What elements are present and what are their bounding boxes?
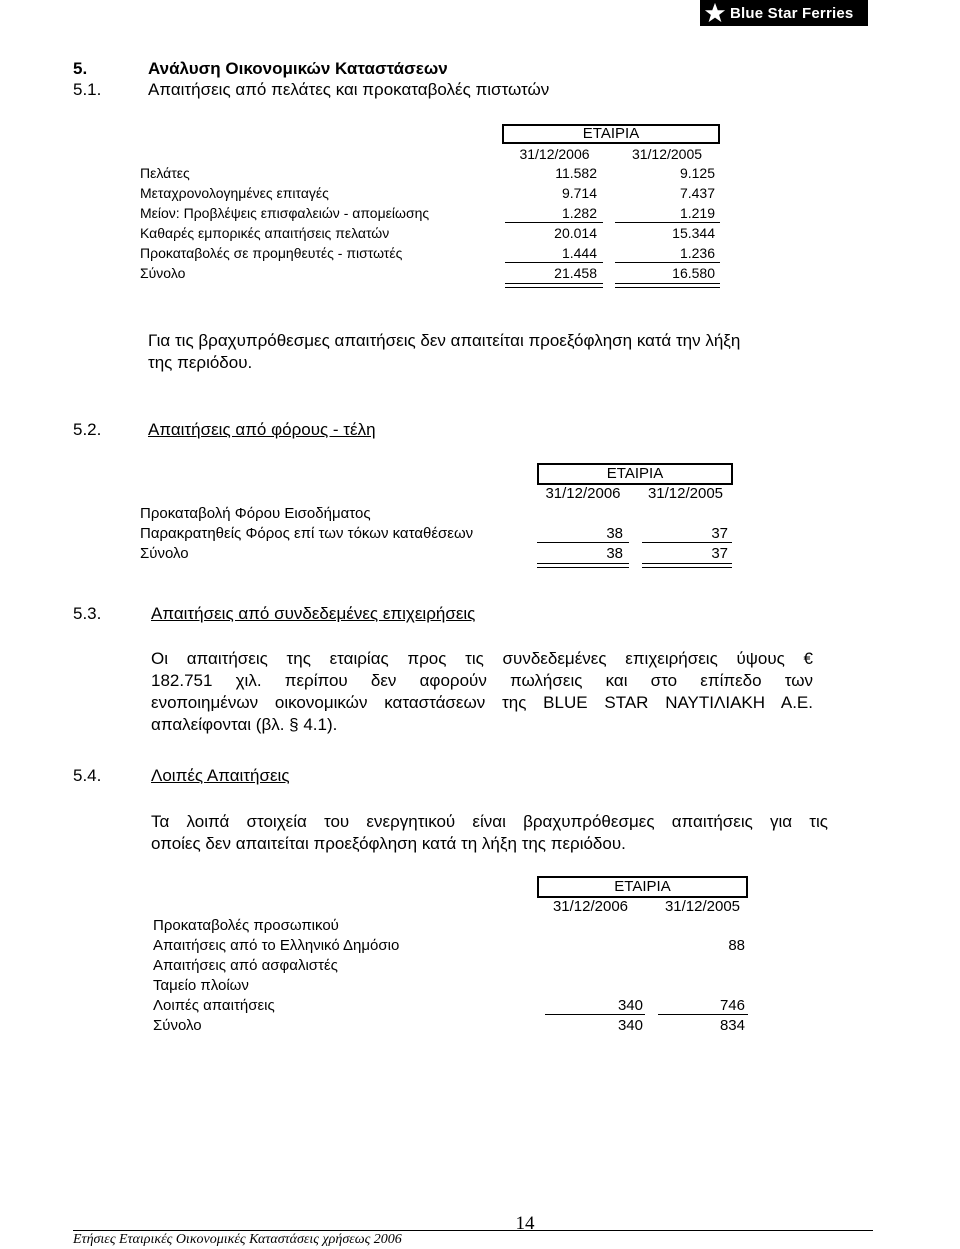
paragraph-line: απαλείφονται (βλ. § 4.1). xyxy=(151,715,338,734)
total-value: 16.580 xyxy=(672,265,715,281)
row-label: Καθαρές εμπορικές απαιτήσεις πελατών xyxy=(140,225,390,241)
subsection-title: Απαιτήσεις από φόρους - τέλη xyxy=(148,420,376,439)
company-header: ΕΤΑΙΡΙΑ xyxy=(537,876,748,898)
paragraph-line: οποίες δεν απαιτείται προεξόφληση κατά τη λήξη της περιόδου. xyxy=(151,834,626,853)
column-header: 31/12/2005 xyxy=(647,485,724,502)
cell-value: 1.444 xyxy=(561,245,597,261)
paragraph-line: ενοποιημένων οικονομικών καταστάσεων της BLUE STAR ΝΑΥΤΙΛΙΑΚΗ Α.Ε. xyxy=(151,693,813,712)
row-label: Παρακρατηθείς Φόρος επί των τόκων καταθέσεων xyxy=(140,525,474,542)
section-number: 5. xyxy=(73,59,88,78)
row-label: Προκαταβολές σε προμηθευτές - πιστωτές xyxy=(140,245,403,261)
total-label: Σύνολο xyxy=(140,545,189,562)
subsection-number: 5.4. xyxy=(73,766,102,785)
total-value: 37 xyxy=(711,545,728,562)
row-label: Μείον: Προβλέψεις επισφαλειών - απομείωσης xyxy=(140,205,430,221)
row-label: Πελάτες xyxy=(140,165,190,181)
row-label: Απαιτήσεις από ασφαλιστές xyxy=(153,957,338,974)
subsection-number: 5.2. xyxy=(73,420,102,439)
cell-value: 11.582 xyxy=(555,165,597,181)
subsection-number: 5.1. xyxy=(73,80,102,99)
cell-value: 20.014 xyxy=(554,225,597,241)
subsection-title: Απαιτήσεις από συνδεδεμένες επιχειρήσεις xyxy=(151,604,476,623)
cell-value: 1.219 xyxy=(679,205,715,221)
column-header: 31/12/2005 xyxy=(631,146,703,162)
page-number: 14 xyxy=(515,1213,535,1234)
total-value: 834 xyxy=(719,1017,745,1034)
brand-logo xyxy=(700,0,868,26)
paragraph-line: Τα λοιπά στοιχεία του ενεργητικού είναι βραχυπρόθεσμες απαιτήσεις για τις xyxy=(151,812,828,831)
row-label: Προκαταβολή Φόρου Εισοδήματος xyxy=(140,505,371,522)
cell-value: 1.282 xyxy=(561,205,597,221)
subsection-title: Λοιπές Απαιτήσεις xyxy=(151,766,290,785)
footer-text: Ετήσιες Εταιρικές Οικονομικές Καταστάσεις χρήσεως 2006 xyxy=(73,1232,402,1247)
cell-value: 38 xyxy=(606,525,623,542)
subsection-number: 5.3. xyxy=(73,604,102,623)
total-label: Σύνολο xyxy=(140,265,186,281)
row-label: Απαιτήσεις από το Ελληνικό Δημόσιο xyxy=(153,937,400,954)
column-header: 31/12/2005 xyxy=(664,898,741,915)
column-header: 31/12/2006 xyxy=(552,898,629,915)
cell-value: 15.344 xyxy=(672,225,715,241)
cell-value: 88 xyxy=(728,937,745,954)
note-text: Για τις βραχυπρόθεσμες απαιτήσεις δεν απαιτείται προεξόφληση κατά την λήξη xyxy=(148,331,741,350)
total-value: 38 xyxy=(606,545,623,562)
paragraph-line: Οι απαιτήσεις της εταιρίας προς τις συνδεδεμένες επιχειρήσεις ύψους € xyxy=(151,649,813,668)
total-value: 340 xyxy=(617,1017,643,1034)
total-label: Σύνολο xyxy=(153,1017,202,1034)
company-header: ΕΤΑΙΡΙΑ xyxy=(502,124,720,144)
paragraph-line: 182.751 χιλ. περίπου δεν αφορούν πωλήσεις και στο επίπεδο των xyxy=(151,671,813,690)
cell-value: 9.125 xyxy=(679,165,715,181)
cell-value: 37 xyxy=(711,525,728,542)
cell-value: 746 xyxy=(719,997,745,1014)
subsection-title: Απαιτήσεις από πελάτες και προκαταβολές πιστωτών xyxy=(148,80,550,99)
cell-value: 1.236 xyxy=(679,245,715,261)
row-label: Μεταχρονολογημένες επιταγές xyxy=(140,185,329,201)
cell-value: 9.714 xyxy=(561,185,597,201)
section-title: Ανάλυση Οικονομικών Καταστάσεων xyxy=(148,59,448,78)
total-value: 21.458 xyxy=(554,265,597,281)
column-header: 31/12/2006 xyxy=(545,485,621,502)
row-label: Λοιπές απαιτήσεις xyxy=(153,997,275,1014)
column-header: 31/12/2006 xyxy=(519,146,590,162)
cell-value: 7.437 xyxy=(679,185,715,201)
star-icon xyxy=(704,2,726,24)
company-header: ΕΤΑΙΡΙΑ xyxy=(537,463,733,485)
brand-name: Blue Star Ferries xyxy=(730,4,854,22)
note-text: της περιόδου. xyxy=(148,353,253,372)
cell-value: 340 xyxy=(617,997,643,1014)
row-label: Ταμείο πλοίων xyxy=(153,977,249,994)
row-label: Προκαταβολές προσωπικού xyxy=(153,917,339,934)
